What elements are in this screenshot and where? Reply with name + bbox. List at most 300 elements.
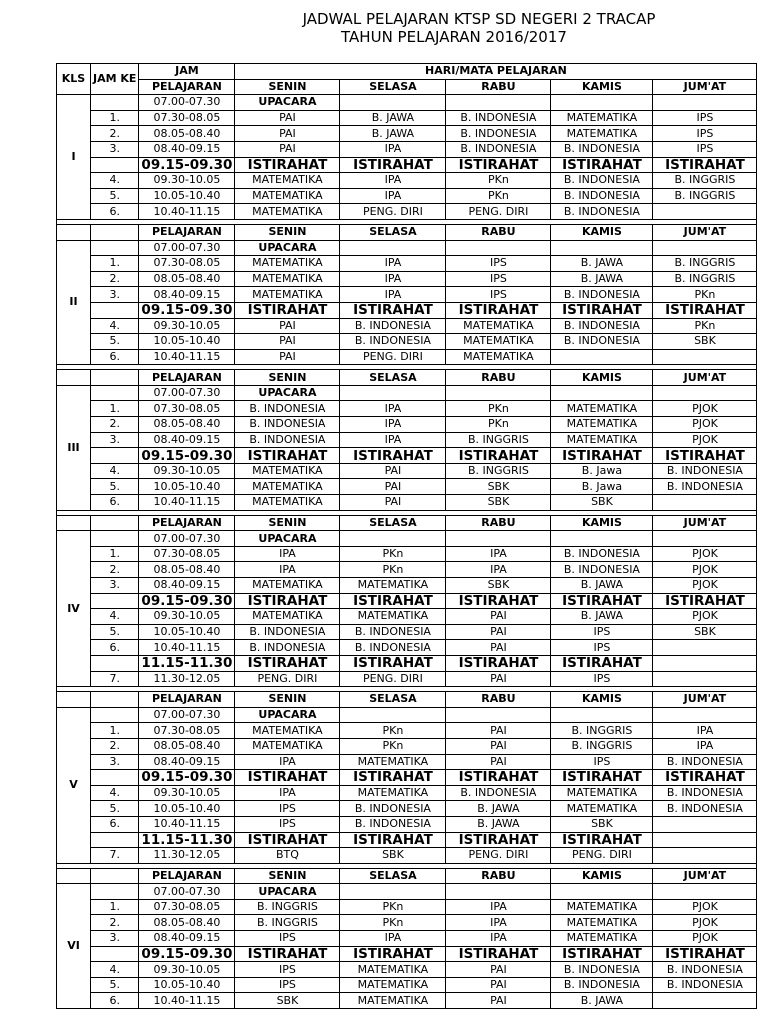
subject-cell: ISTIRAHAT bbox=[653, 593, 757, 609]
break-row bbox=[57, 593, 757, 609]
subject-cell: MATEMATIKA bbox=[551, 785, 653, 801]
subject-cell: B. JAWA bbox=[551, 609, 653, 625]
lesson-time: 11.30-12.05 bbox=[139, 671, 235, 687]
class-label: II bbox=[57, 240, 91, 365]
subject-cell bbox=[551, 385, 653, 401]
subject-cell bbox=[340, 531, 446, 547]
lesson-row bbox=[57, 240, 757, 256]
subject-cell: IPA bbox=[235, 546, 340, 562]
lesson-time: 07.00-07.30 bbox=[139, 95, 235, 111]
subject-cell: IPA bbox=[653, 738, 757, 754]
lesson-time: 07.00-07.30 bbox=[139, 707, 235, 723]
lesson-number: 4. bbox=[91, 463, 139, 479]
lesson-number: 5. bbox=[91, 801, 139, 817]
subject-cell: IPA bbox=[340, 432, 446, 448]
lesson-time: 09.30-10.05 bbox=[139, 173, 235, 189]
subject-cell bbox=[340, 240, 446, 256]
subject-cell: ISTIRAHAT bbox=[551, 448, 653, 464]
subject-cell bbox=[653, 349, 757, 365]
lesson-number: 5. bbox=[91, 977, 139, 993]
subject-cell bbox=[551, 707, 653, 723]
header-kls-empty bbox=[57, 515, 91, 531]
subject-cell: IPA bbox=[340, 188, 446, 204]
subject-cell: B. JAWA bbox=[551, 271, 653, 287]
subject-cell: IPS bbox=[551, 624, 653, 640]
subject-cell: PENG. DIRI bbox=[340, 349, 446, 365]
lesson-time: 09.30-10.05 bbox=[139, 785, 235, 801]
subject-cell: B. INGGRIS bbox=[653, 173, 757, 189]
lesson-row bbox=[57, 417, 757, 433]
day-header-row bbox=[57, 868, 757, 884]
header-day: RABU bbox=[446, 79, 551, 95]
lesson-time: 10.40-11.15 bbox=[139, 816, 235, 832]
header-pelajaran: PELAJARAN bbox=[139, 370, 235, 386]
header-no-empty bbox=[91, 692, 139, 708]
subject-cell: B. JAWA bbox=[340, 126, 446, 142]
header-day: SENIN bbox=[235, 370, 340, 386]
subject-cell bbox=[340, 385, 446, 401]
lesson-number: 6. bbox=[91, 816, 139, 832]
header-day: SELASA bbox=[340, 370, 446, 386]
lesson-time: 10.40-11.15 bbox=[139, 640, 235, 656]
header-day: JUM'AT bbox=[653, 515, 757, 531]
subject-cell: SBK bbox=[446, 578, 551, 594]
lesson-row bbox=[57, 287, 757, 303]
lesson-time: 10.40-11.15 bbox=[139, 495, 235, 511]
subject-cell: IPS bbox=[653, 141, 757, 157]
subject-cell: PENG. DIRI bbox=[446, 848, 551, 864]
subject-cell: IPA bbox=[340, 931, 446, 947]
subject-cell: MATEMATIKA bbox=[235, 578, 340, 594]
subject-cell: ISTIRAHAT bbox=[340, 770, 446, 786]
subject-cell: B. INDONESIA bbox=[551, 287, 653, 303]
lesson-number bbox=[91, 448, 139, 464]
header-jam: JAM bbox=[139, 64, 235, 80]
header-no-empty bbox=[91, 370, 139, 386]
lesson-time: 09.15-09.30 bbox=[139, 593, 235, 609]
lesson-number: 6. bbox=[91, 204, 139, 220]
lesson-time: 07.30-08.05 bbox=[139, 723, 235, 739]
lesson-row bbox=[57, 188, 757, 204]
subject-cell: MATEMATIKA bbox=[235, 256, 340, 272]
subject-cell: MATEMATIKA bbox=[235, 609, 340, 625]
subject-cell: B. INDONESIA bbox=[653, 785, 757, 801]
subject-cell: MATEMATIKA bbox=[340, 993, 446, 1009]
subject-cell: PKn bbox=[653, 287, 757, 303]
subject-cell bbox=[653, 707, 757, 723]
lesson-time: 10.05-10.40 bbox=[139, 624, 235, 640]
subject-cell: PAI bbox=[235, 334, 340, 350]
lesson-time: 07.30-08.05 bbox=[139, 401, 235, 417]
subject-cell: B. INGGRIS bbox=[235, 899, 340, 915]
header-day: JUM'AT bbox=[653, 692, 757, 708]
document-title bbox=[0, 10, 768, 46]
subject-cell bbox=[446, 95, 551, 111]
lesson-time: 08.05-08.40 bbox=[139, 915, 235, 931]
subject-cell bbox=[653, 848, 757, 864]
lesson-number: 4. bbox=[91, 609, 139, 625]
subject-cell: ISTIRAHAT bbox=[340, 157, 446, 173]
lesson-number: 6. bbox=[91, 993, 139, 1009]
header-day: KAMIS bbox=[551, 515, 653, 531]
subject-cell: UPACARA bbox=[235, 95, 340, 111]
subject-cell bbox=[551, 349, 653, 365]
subject-cell: PAI bbox=[340, 495, 446, 511]
subject-cell bbox=[551, 884, 653, 900]
lesson-row bbox=[57, 578, 757, 594]
subject-cell: PAI bbox=[235, 126, 340, 142]
subject-cell: PAI bbox=[340, 479, 446, 495]
break-row bbox=[57, 946, 757, 962]
subject-cell bbox=[653, 204, 757, 220]
lesson-number bbox=[91, 832, 139, 848]
subject-cell: IPS bbox=[551, 671, 653, 687]
lesson-row bbox=[57, 334, 757, 350]
lesson-number: 6. bbox=[91, 640, 139, 656]
subject-cell: IPA bbox=[340, 256, 446, 272]
subject-cell: B. INDONESIA bbox=[235, 417, 340, 433]
subject-cell: PJOK bbox=[653, 432, 757, 448]
lesson-time: 09.15-09.30 bbox=[139, 157, 235, 173]
subject-cell: MATEMATIKA bbox=[551, 432, 653, 448]
lesson-time: 08.40-09.15 bbox=[139, 754, 235, 770]
subject-cell: IPS bbox=[446, 287, 551, 303]
lesson-number bbox=[91, 655, 139, 671]
subject-cell bbox=[653, 240, 757, 256]
subject-cell: IPS bbox=[235, 801, 340, 817]
lesson-row bbox=[57, 801, 757, 817]
subject-cell: ISTIRAHAT bbox=[446, 946, 551, 962]
subject-cell: SBK bbox=[446, 479, 551, 495]
lesson-number: 2. bbox=[91, 126, 139, 142]
subject-cell bbox=[653, 993, 757, 1009]
subject-cell: ISTIRAHAT bbox=[446, 655, 551, 671]
class-label: VI bbox=[57, 884, 91, 1009]
subject-cell: IPA bbox=[340, 141, 446, 157]
subject-cell: ISTIRAHAT bbox=[551, 593, 653, 609]
subject-cell bbox=[340, 707, 446, 723]
header-no-empty bbox=[91, 224, 139, 240]
lesson-row bbox=[57, 723, 757, 739]
subject-cell: MATEMATIKA bbox=[340, 962, 446, 978]
lesson-row bbox=[57, 173, 757, 189]
subject-cell bbox=[551, 531, 653, 547]
subject-cell: B. INDONESIA bbox=[446, 785, 551, 801]
subject-cell: IPA bbox=[340, 417, 446, 433]
lesson-number: 1. bbox=[91, 256, 139, 272]
lesson-number: 1. bbox=[91, 546, 139, 562]
lesson-row bbox=[57, 931, 757, 947]
lesson-time: 09.15-09.30 bbox=[139, 770, 235, 786]
lesson-time: 09.30-10.05 bbox=[139, 609, 235, 625]
lesson-time: 10.05-10.40 bbox=[139, 479, 235, 495]
subject-cell: IPA bbox=[446, 915, 551, 931]
subject-cell: IPA bbox=[340, 271, 446, 287]
lesson-number: 7. bbox=[91, 671, 139, 687]
subject-cell: MATEMATIKA bbox=[235, 271, 340, 287]
lesson-number: 5. bbox=[91, 479, 139, 495]
subject-cell: PAI bbox=[446, 977, 551, 993]
subject-cell: IPS bbox=[551, 640, 653, 656]
subject-cell: PKn bbox=[446, 188, 551, 204]
subject-cell: ISTIRAHAT bbox=[653, 448, 757, 464]
subject-cell: PJOK bbox=[653, 401, 757, 417]
subject-cell bbox=[446, 531, 551, 547]
header-day: KAMIS bbox=[551, 224, 653, 240]
lesson-time: 08.40-09.15 bbox=[139, 287, 235, 303]
lesson-row bbox=[57, 495, 757, 511]
header-pelajaran: PELAJARAN bbox=[139, 868, 235, 884]
subject-cell: MATEMATIKA bbox=[446, 334, 551, 350]
subject-cell: SBK bbox=[653, 624, 757, 640]
subject-cell: ISTIRAHAT bbox=[446, 593, 551, 609]
subject-cell: UPACARA bbox=[235, 531, 340, 547]
subject-cell: ISTIRAHAT bbox=[235, 770, 340, 786]
header-day: JUM'AT bbox=[653, 224, 757, 240]
lesson-row bbox=[57, 463, 757, 479]
lesson-number: 4. bbox=[91, 962, 139, 978]
lesson-number bbox=[91, 707, 139, 723]
subject-cell: B. INDONESIA bbox=[446, 141, 551, 157]
subject-cell: PKn bbox=[340, 738, 446, 754]
lesson-row bbox=[57, 640, 757, 656]
subject-cell: B. INGGRIS bbox=[653, 271, 757, 287]
subject-cell bbox=[653, 640, 757, 656]
lesson-row bbox=[57, 671, 757, 687]
subject-cell: B. INDONESIA bbox=[340, 334, 446, 350]
subject-cell: MATEMATIKA bbox=[235, 188, 340, 204]
lesson-row bbox=[57, 915, 757, 931]
subject-cell: MATEMATIKA bbox=[235, 287, 340, 303]
subject-cell: SBK bbox=[235, 993, 340, 1009]
lesson-number: 1. bbox=[91, 110, 139, 126]
subject-cell: IPS bbox=[446, 271, 551, 287]
lesson-row bbox=[57, 432, 757, 448]
lesson-row bbox=[57, 707, 757, 723]
subject-cell: B. INDONESIA bbox=[551, 334, 653, 350]
subject-cell: ISTIRAHAT bbox=[446, 157, 551, 173]
subject-cell: UPACARA bbox=[235, 884, 340, 900]
class-label: I bbox=[57, 95, 91, 220]
lesson-time: 07.30-08.05 bbox=[139, 546, 235, 562]
subject-cell: PENG. DIRI bbox=[340, 671, 446, 687]
subject-cell: PAI bbox=[340, 463, 446, 479]
subject-cell: IPA bbox=[235, 562, 340, 578]
header-day: JUM'AT bbox=[653, 370, 757, 386]
subject-cell: B. INGGRIS bbox=[235, 915, 340, 931]
lesson-number: 1. bbox=[91, 899, 139, 915]
lesson-time: 07.30-08.05 bbox=[139, 110, 235, 126]
lesson-time: 09.15-09.30 bbox=[139, 448, 235, 464]
lesson-time: 07.00-07.30 bbox=[139, 884, 235, 900]
subject-cell: MATEMATIKA bbox=[340, 578, 446, 594]
lesson-time: 08.05-08.40 bbox=[139, 417, 235, 433]
lesson-number: 5. bbox=[91, 188, 139, 204]
subject-cell: IPA bbox=[446, 899, 551, 915]
lesson-time: 08.40-09.15 bbox=[139, 432, 235, 448]
subject-cell: PJOK bbox=[653, 899, 757, 915]
subject-cell: MATEMATIKA bbox=[235, 723, 340, 739]
lesson-time: 08.40-09.15 bbox=[139, 578, 235, 594]
subject-cell bbox=[653, 816, 757, 832]
subject-cell: B. Jawa bbox=[551, 479, 653, 495]
subject-cell bbox=[446, 884, 551, 900]
lesson-row bbox=[57, 546, 757, 562]
header-day: RABU bbox=[446, 515, 551, 531]
break-row bbox=[57, 302, 757, 318]
subject-cell: ISTIRAHAT bbox=[551, 302, 653, 318]
lesson-time: 09.30-10.05 bbox=[139, 962, 235, 978]
subject-cell: SBK bbox=[551, 816, 653, 832]
subject-cell: ISTIRAHAT bbox=[340, 448, 446, 464]
subject-cell: B. INDONESIA bbox=[446, 126, 551, 142]
subject-cell: MATEMATIKA bbox=[340, 977, 446, 993]
subject-cell: B. INGGRIS bbox=[551, 723, 653, 739]
subject-cell: ISTIRAHAT bbox=[551, 655, 653, 671]
header-day: SELASA bbox=[340, 224, 446, 240]
subject-cell: IPS bbox=[551, 754, 653, 770]
lesson-number: 2. bbox=[91, 738, 139, 754]
header-kls-empty bbox=[57, 692, 91, 708]
subject-cell: B. INDONESIA bbox=[551, 318, 653, 334]
subject-cell: PAI bbox=[446, 671, 551, 687]
lesson-row bbox=[57, 977, 757, 993]
lesson-number: 4. bbox=[91, 318, 139, 334]
header-day: SENIN bbox=[235, 692, 340, 708]
header-day: JUM'AT bbox=[653, 868, 757, 884]
header-day: SELASA bbox=[340, 868, 446, 884]
lesson-number: 7. bbox=[91, 848, 139, 864]
subject-cell: ISTIRAHAT bbox=[551, 946, 653, 962]
lesson-number: 3. bbox=[91, 754, 139, 770]
subject-cell: B. INDONESIA bbox=[653, 977, 757, 993]
lesson-number: 6. bbox=[91, 495, 139, 511]
subject-cell: MATEMATIKA bbox=[235, 204, 340, 220]
subject-cell: MATEMATIKA bbox=[235, 173, 340, 189]
header-day: KAMIS bbox=[551, 868, 653, 884]
subject-cell: ISTIRAHAT bbox=[235, 448, 340, 464]
header-kls-empty bbox=[57, 370, 91, 386]
lesson-row bbox=[57, 609, 757, 625]
lesson-row bbox=[57, 110, 757, 126]
subject-cell: ISTIRAHAT bbox=[340, 655, 446, 671]
subject-cell: MATEMATIKA bbox=[340, 785, 446, 801]
subject-cell: MATEMATIKA bbox=[446, 318, 551, 334]
subject-cell: B. INDONESIA bbox=[446, 110, 551, 126]
subject-cell bbox=[446, 240, 551, 256]
day-header-row bbox=[57, 692, 757, 708]
subject-cell: ISTIRAHAT bbox=[551, 770, 653, 786]
subject-cell: ISTIRAHAT bbox=[235, 946, 340, 962]
lesson-number bbox=[91, 946, 139, 962]
subject-cell: MATEMATIKA bbox=[551, 110, 653, 126]
subject-cell: PKn bbox=[446, 401, 551, 417]
subject-cell: B. JAWA bbox=[551, 256, 653, 272]
lesson-time: 09.30-10.05 bbox=[139, 463, 235, 479]
lesson-number bbox=[91, 531, 139, 547]
lesson-time: 10.05-10.40 bbox=[139, 977, 235, 993]
subject-cell: PAI bbox=[446, 624, 551, 640]
lesson-number: 1. bbox=[91, 401, 139, 417]
lesson-number bbox=[91, 95, 139, 111]
header-day: KAMIS bbox=[551, 692, 653, 708]
subject-cell: ISTIRAHAT bbox=[653, 770, 757, 786]
lesson-row bbox=[57, 385, 757, 401]
class-label: V bbox=[57, 707, 91, 863]
subject-cell bbox=[653, 385, 757, 401]
lesson-row bbox=[57, 349, 757, 365]
lesson-row bbox=[57, 562, 757, 578]
subject-cell: ISTIRAHAT bbox=[340, 946, 446, 962]
header-pelajaran: PELAJARAN bbox=[139, 515, 235, 531]
subject-cell: ISTIRAHAT bbox=[235, 593, 340, 609]
lesson-number: 3. bbox=[91, 931, 139, 947]
subject-cell: PAI bbox=[446, 738, 551, 754]
subject-cell: ISTIRAHAT bbox=[446, 770, 551, 786]
header-row bbox=[57, 64, 757, 80]
lesson-number: 2. bbox=[91, 271, 139, 287]
subject-cell: B. INDONESIA bbox=[551, 546, 653, 562]
lesson-number: 5. bbox=[91, 624, 139, 640]
subject-cell: B. INDONESIA bbox=[235, 624, 340, 640]
header-jam-ke: JAM KE bbox=[91, 64, 139, 95]
lesson-row bbox=[57, 993, 757, 1009]
subject-cell bbox=[551, 95, 653, 111]
lesson-number: 3. bbox=[91, 287, 139, 303]
subject-cell: IPA bbox=[446, 562, 551, 578]
subject-cell: ISTIRAHAT bbox=[446, 832, 551, 848]
header-day: SENIN bbox=[235, 224, 340, 240]
lesson-time: 10.05-10.40 bbox=[139, 801, 235, 817]
subject-cell: PJOK bbox=[653, 931, 757, 947]
subject-cell: ISTIRAHAT bbox=[340, 593, 446, 609]
subject-cell: SBK bbox=[653, 334, 757, 350]
subject-cell: B. INDONESIA bbox=[551, 562, 653, 578]
lesson-row bbox=[57, 738, 757, 754]
subject-cell: PKn bbox=[653, 318, 757, 334]
subject-cell: MATEMATIKA bbox=[235, 479, 340, 495]
lesson-number bbox=[91, 157, 139, 173]
subject-cell: B. INGGRIS bbox=[446, 432, 551, 448]
subject-cell: PENG. DIRI bbox=[340, 204, 446, 220]
subject-cell: PJOK bbox=[653, 609, 757, 625]
header-kls-empty bbox=[57, 224, 91, 240]
subject-cell: PAI bbox=[446, 993, 551, 1009]
lesson-number bbox=[91, 302, 139, 318]
subject-cell: ISTIRAHAT bbox=[446, 448, 551, 464]
subject-cell: IPA bbox=[446, 546, 551, 562]
subject-cell: MATEMATIKA bbox=[551, 931, 653, 947]
lesson-number bbox=[91, 593, 139, 609]
lesson-number: 2. bbox=[91, 562, 139, 578]
lesson-row bbox=[57, 479, 757, 495]
header-pelajaran: PELAJARAN bbox=[139, 79, 235, 95]
subject-cell: IPA bbox=[446, 931, 551, 947]
subject-cell: PJOK bbox=[653, 417, 757, 433]
subject-cell: PKn bbox=[340, 562, 446, 578]
subject-cell: PAI bbox=[235, 349, 340, 365]
subject-cell: MATEMATIKA bbox=[446, 349, 551, 365]
subject-cell: MATEMATIKA bbox=[235, 463, 340, 479]
subject-cell: PKn bbox=[340, 723, 446, 739]
header-day: SELASA bbox=[340, 692, 446, 708]
lesson-number: 2. bbox=[91, 915, 139, 931]
lesson-number: 4. bbox=[91, 785, 139, 801]
subject-cell: ISTIRAHAT bbox=[446, 302, 551, 318]
subject-cell: B. INDONESIA bbox=[653, 479, 757, 495]
lesson-row bbox=[57, 531, 757, 547]
subject-cell: B. INDONESIA bbox=[235, 432, 340, 448]
